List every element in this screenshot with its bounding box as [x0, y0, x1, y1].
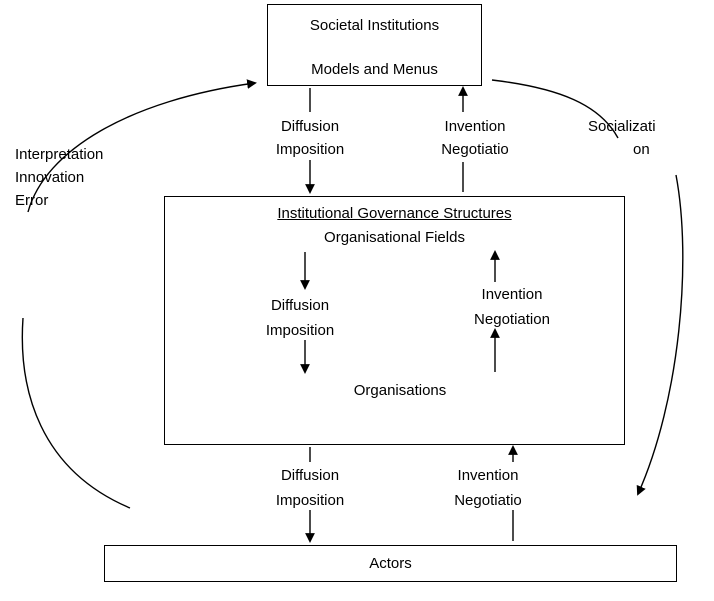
governance-heading: Institutional Governance Structures [277, 205, 512, 222]
outer-left-label-line2: Innovation [15, 169, 85, 186]
outer-left-label-line3: Error [15, 192, 49, 209]
bottom-left-flow-label-line1: Diffusion [280, 467, 340, 484]
governance-inner-left-label-line2: Imposition [265, 322, 335, 339]
governance-inner-left-label-line1: Diffusion [270, 297, 330, 314]
governance-subheading: Organisational Fields [324, 229, 465, 246]
actors-label: Actors [369, 555, 412, 572]
outer-left-label-line1: Interpretation [15, 146, 104, 163]
bottom-left-flow-label-line2: Imposition [275, 492, 345, 509]
top-right-flow-label-line2: Negotiatio [441, 141, 509, 158]
outer-right-label-line1: Socializati [588, 118, 656, 135]
outer-right-label-line2: on [633, 141, 650, 158]
bottom-right-flow-label-line2: Negotiatio [454, 492, 522, 509]
top-left-flow-label-line1: Diffusion [280, 118, 340, 135]
societal-institutions-line2: Models and Menus [311, 61, 438, 78]
governance-inner-right-label-line1: Invention [481, 286, 543, 303]
organisations-label: Organisations [353, 382, 447, 399]
bottom-right-flow-label-line1: Invention [457, 467, 519, 484]
societal-institutions-line1: Societal Institutions [309, 17, 440, 34]
governance-inner-right-label-line2: Negotiation [474, 311, 550, 328]
top-right-flow-label-line1: Invention [444, 118, 506, 135]
top-left-flow-label-line2: Imposition [275, 141, 345, 158]
